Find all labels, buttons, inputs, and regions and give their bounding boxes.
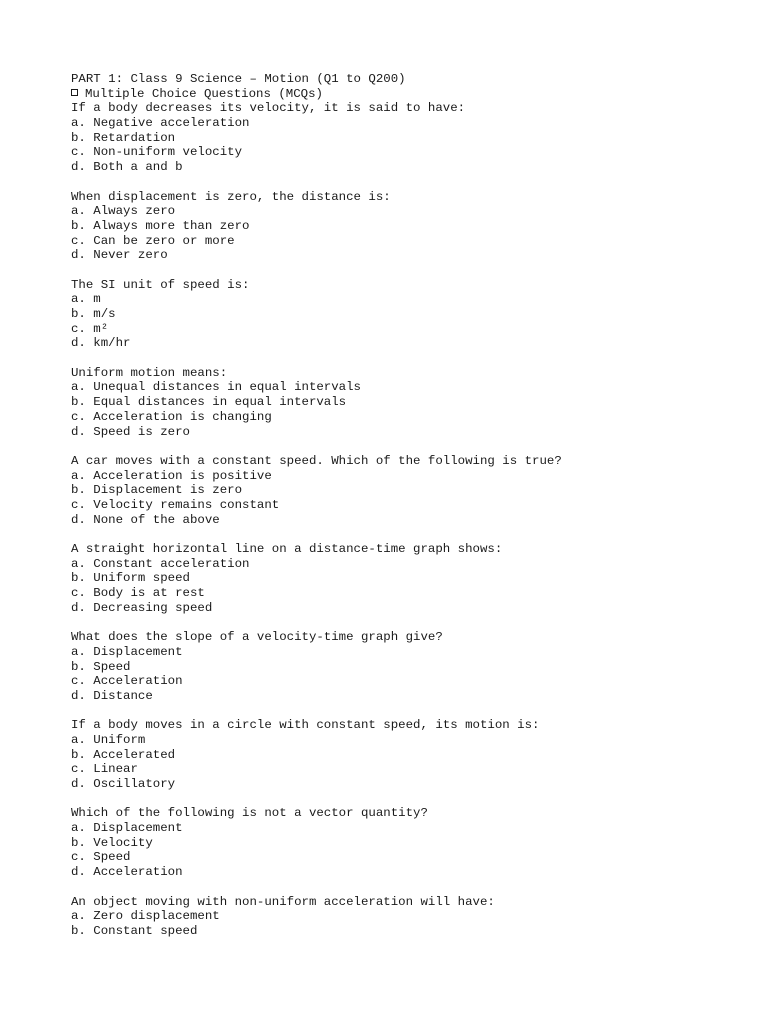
- question-block: [71, 718, 751, 791]
- answer-option: a. Acceleration is positive: [71, 468, 272, 483]
- answer-option: d. Distance: [71, 688, 153, 703]
- question-text: If a body decreases its velocity, it is said to have:: [71, 101, 466, 116]
- question-text: Uniform motion means:: [71, 365, 228, 380]
- answer-option: b. Accelerated: [71, 747, 176, 762]
- answer-option: c. m²: [71, 321, 109, 336]
- answer-option: a. m: [71, 292, 101, 307]
- answer-option: d. Speed is zero: [71, 424, 190, 439]
- section-label: Multiple Choice Questions (MCQs): [85, 86, 323, 101]
- answer-option: b. Displacement is zero: [71, 483, 243, 498]
- question-block: [71, 278, 751, 351]
- answer-option: c. Body is at rest: [71, 586, 205, 601]
- answer-option: c. Velocity remains constant: [71, 497, 280, 512]
- answer-option: c. Can be zero or more: [71, 233, 235, 248]
- answer-option: a. Always zero: [71, 204, 176, 219]
- answer-option: a. Uniform: [71, 732, 146, 747]
- answer-option: b. m/s: [71, 307, 116, 321]
- answer-option: c. Acceleration: [71, 674, 183, 689]
- section-heading: [71, 87, 751, 102]
- question-block: [71, 366, 751, 439]
- checkbox-icon: [71, 89, 78, 96]
- question-text: Which of the following is not a vector quantity?: [71, 806, 428, 821]
- answer-option: d. None of the above: [71, 512, 220, 527]
- answer-option: b. Velocity: [71, 835, 153, 850]
- answer-option: b. Always more than zero: [71, 218, 250, 233]
- answer-option: a. Zero displacement: [71, 909, 220, 924]
- question-text: A car moves with a constant speed. Which of the following is true?: [71, 453, 562, 468]
- question-text: If a body moves in a circle with constant speed, its motion is:: [71, 718, 540, 733]
- question-text: When displacement is zero, the distance is:: [71, 189, 391, 204]
- answer-option: c. Acceleration is changing: [71, 409, 272, 424]
- answer-option: a. Constant acceleration: [71, 556, 250, 571]
- answer-option: d. Decreasing speed: [71, 600, 213, 615]
- page-title: PART 1: Class 9 Science – Motion (Q1 to Q200): [71, 72, 406, 86]
- answer-option: d. Oscillatory: [71, 777, 176, 791]
- question-block: [71, 895, 751, 939]
- question-block: [71, 454, 751, 527]
- answer-option: b. Constant speed: [71, 923, 198, 938]
- document-page: [71, 72, 751, 953]
- answer-option: c. Speed: [71, 850, 131, 865]
- answer-option: d. Never zero: [71, 248, 168, 263]
- question-text: The SI unit of speed is:: [71, 277, 250, 292]
- question-block: [71, 101, 751, 174]
- answer-option: b. Equal distances in equal intervals: [71, 395, 347, 410]
- question-block: [71, 806, 751, 879]
- question-text: An object moving with non-uniform acceleration will have:: [71, 894, 495, 909]
- answer-option: a. Displacement: [71, 821, 183, 836]
- answer-option: a. Displacement: [71, 644, 183, 659]
- answer-option: b. Retardation: [71, 130, 176, 145]
- answer-option: d. Acceleration: [71, 865, 183, 880]
- question-block: [71, 630, 751, 703]
- answer-option: d. Both a and b: [71, 160, 183, 175]
- answer-option: b. Speed: [71, 659, 131, 674]
- answer-option: d. km/hr: [71, 336, 131, 351]
- question-text: A straight horizontal line on a distance-time graph shows:: [71, 542, 503, 556]
- answer-option: c. Non-uniform velocity: [71, 145, 243, 160]
- question-list: [71, 101, 751, 938]
- question-block: [71, 542, 751, 615]
- answer-option: a. Negative acceleration: [71, 116, 250, 131]
- answer-option: c. Linear: [71, 762, 138, 777]
- answer-option: b. Uniform speed: [71, 571, 190, 586]
- answer-option: a. Unequal distances in equal intervals: [71, 380, 361, 395]
- question-text: What does the slope of a velocity-time graph give?: [71, 630, 443, 645]
- question-block: [71, 190, 751, 263]
